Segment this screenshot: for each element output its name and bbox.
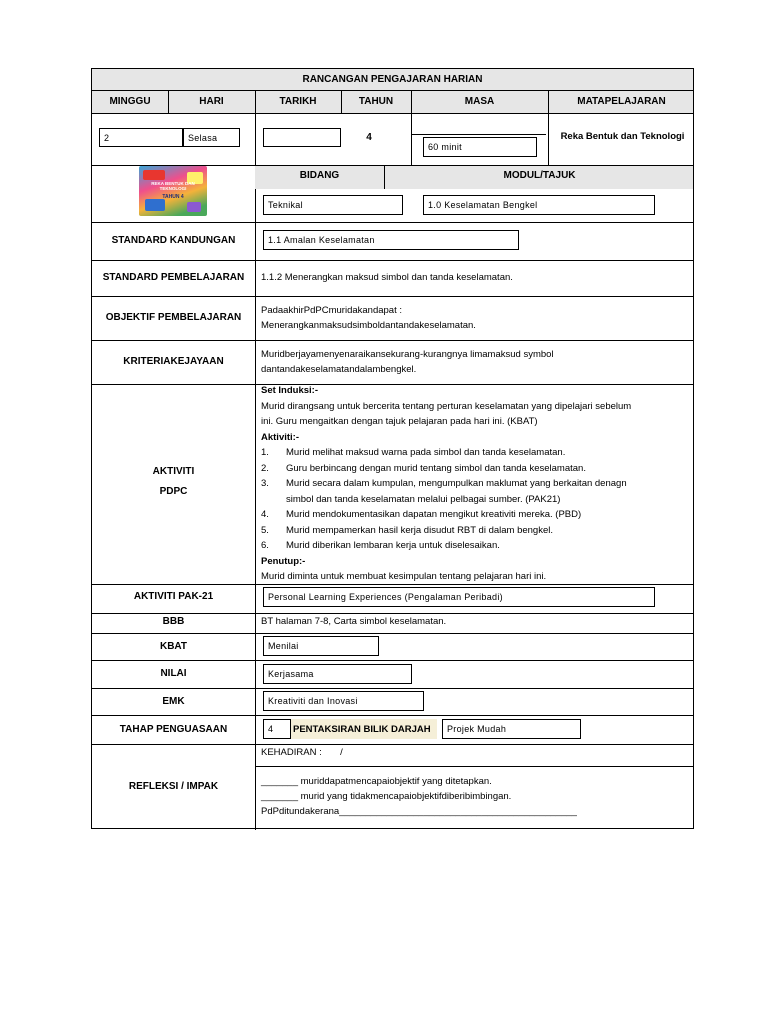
pak21-field[interactable]: Personal Learning Experiences (Pengalaman Peribadi) [263, 587, 655, 607]
list-item: 2. Guru berbincang dengan murid tentang simbol dan tanda keselamatan. [261, 462, 586, 474]
pentaksiran-field[interactable]: Projek Mudah [442, 719, 581, 739]
list-item: 6. Murid diberikan lembaran kerja untuk diselesaikan. [261, 540, 500, 551]
objektif-line1: PadaakhirPdPCmuridakandapat : [261, 305, 403, 316]
tahun-value: 4 [366, 132, 372, 143]
col-hari: HARI [199, 96, 224, 107]
standard-pembelajaran-value: 1.1.2 Menerangkan maksud simbol dan tanda keselamatan. [261, 272, 513, 283]
masa-field[interactable]: 60 minit [423, 137, 537, 157]
lesson-plan-sheet [91, 68, 694, 829]
standard-kandungan-field[interactable]: 1.1 Amalan Keselamatan [263, 230, 519, 250]
objektif-line2: Menerangkanmaksudsimboldantandakeselamatan. [261, 320, 476, 331]
kbat-label: KBAT [159, 641, 188, 652]
emk-field[interactable]: Kreativiti dan Inovasi [263, 691, 424, 711]
penutup-title: Penutup:- [261, 555, 306, 567]
kbat-field[interactable]: Menilai [263, 636, 379, 656]
refleksi-label: REFLEKSI / IMPAK [128, 781, 219, 792]
modul-label: MODUL/TAJUK [503, 170, 576, 181]
tahap-field[interactable]: 4 [263, 719, 291, 739]
book-cover-year: TAHUN 4 [162, 194, 184, 200]
list-item: simbol dan tanda keselamatan melalui pelbagai sumber. (PAK21) [286, 493, 561, 505]
set-induksi-title: Set Induksi:- [261, 385, 319, 396]
col-tarikh: TARIKH [279, 96, 317, 107]
tahap-label: TAHAP PENGUASAAN [119, 724, 228, 735]
refleksi-line2: _______ murid yang tidakmencapaiobjektifdiberibimbingan. [261, 791, 512, 802]
matapelajaran-value: Reka Bentuk dan Teknologi [560, 131, 685, 142]
set-induksi-line1: Murid dirangsang untuk bercerita tentang perturan keselamatan yang dipelajari sebelum [261, 400, 632, 412]
bbb-value: BT halaman 7-8, Carta simbol keselamatan. [261, 616, 447, 627]
book-cover-image [139, 166, 207, 216]
standard-kandungan-label: STANDARD KANDUNGAN [111, 235, 236, 246]
set-induksi-line2: ini. Guru mengaitkan dengan tajuk pelajaran pada hari ini. (KBAT) [261, 416, 538, 427]
pak21-label: AKTIVITI PAK-21 [133, 591, 214, 602]
hari-field[interactable]: Selasa [183, 128, 240, 147]
list-item: 5. Murid mempamerkan hasil kerja disudut RBT di dalam bengkel. [261, 524, 554, 536]
refleksi-line3: PdPditundakerana_____________________________________________ [261, 806, 577, 817]
aktiviti-label: AKTIVITI [152, 466, 195, 477]
col-tahun: TAHUN [358, 96, 394, 107]
page-title: RANCANGAN PENGAJARAN HARIAN [302, 74, 483, 85]
kehadiran-text: KEHADIRAN : / [261, 747, 343, 758]
bidang-label: BIDANG [299, 170, 340, 181]
penutup-text: Murid diminta untuk membuat kesimpulan tentang pelajaran hari ini. [261, 571, 547, 582]
tarikh-field[interactable] [263, 128, 341, 147]
list-item: 4. Murid mendokumentasikan dapatan mengikut kreativiti mereka. (PBD) [261, 509, 582, 520]
aktiviti-title: Aktiviti:- [261, 431, 299, 443]
aktiviti-content [261, 383, 691, 585]
nilai-label: NILAI [160, 668, 187, 679]
col-masa: MASA [464, 96, 495, 107]
bbb-label: BBB [162, 616, 185, 627]
aktiviti-steps [261, 445, 691, 554]
modul-field[interactable]: 1.0 Keselamatan Bengkel [423, 195, 655, 215]
col-matapelajaran: MATAPELAJARAN [577, 96, 666, 107]
kriteria-label: KRITERIAKEJAYAAN [123, 356, 224, 367]
bidang-field[interactable]: Teknikal [263, 195, 403, 215]
pdpc-label: PDPC [159, 486, 188, 497]
book-cover-title: REKA BENTUK DAN TEKNOLOGI [151, 181, 195, 191]
list-item: 1. Murid melihat maksud warna pada simbol dan tanda keselamatan. [261, 447, 566, 458]
nilai-field[interactable]: Kerjasama [263, 664, 412, 684]
kriteria-line2: dantandakeselamatandalambengkel. [261, 364, 417, 375]
minggu-field[interactable]: 2 [99, 128, 183, 147]
col-minggu: MINGGU [109, 96, 151, 107]
kriteria-line1: Muridberjayamenyenaraikansekurang-kurangnya limamaksud symbol [261, 349, 554, 360]
refleksi-line1: _______ muriddapatmencapaiobjektif yang ditetapkan. [261, 776, 492, 787]
standard-pembelajaran-label: STANDARD PEMBELAJARAN [102, 272, 245, 283]
objektif-label: OBJEKTIF PEMBELAJARAN [105, 312, 242, 323]
pentaksiran-label: PENTAKSIRAN BILIK DARJAH [291, 719, 437, 739]
list-item: 3. Murid secara dalam kumpulan, mengumpulkan maklumat yang berkaitan denagn [261, 478, 627, 489]
emk-label: EMK [162, 696, 185, 707]
